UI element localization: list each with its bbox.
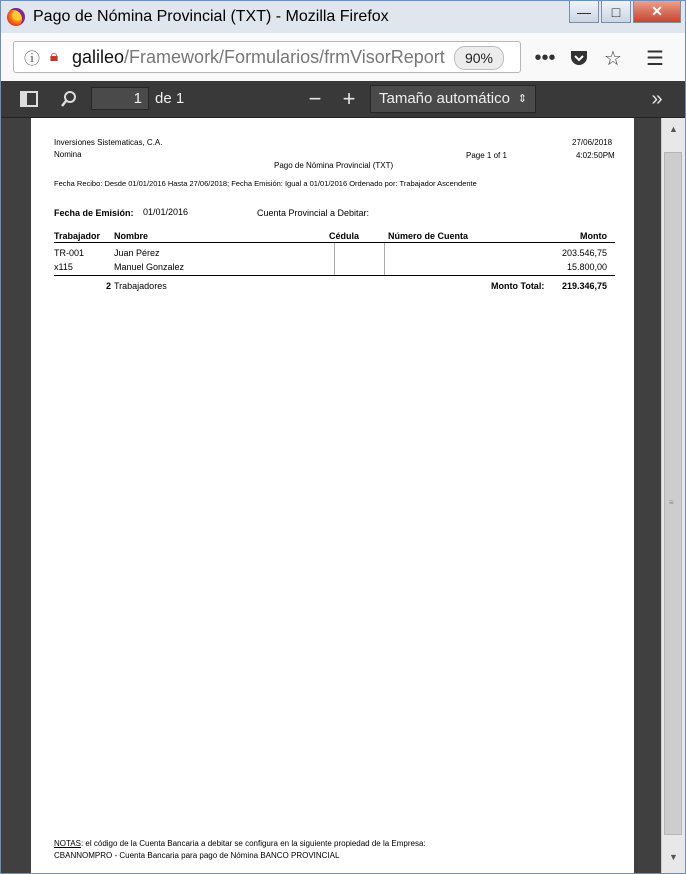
- scroll-down-arrow-icon[interactable]: ▼: [669, 852, 678, 862]
- total-amount-value: 219.346,75: [561, 281, 607, 291]
- zoom-out-icon[interactable]: −: [308, 86, 322, 111]
- report-time: 4:02:50PM: [576, 151, 615, 160]
- window-controls: [567, 1, 681, 23]
- url-host: galileo: [72, 46, 125, 67]
- page-count-label: de 1: [155, 90, 185, 107]
- url-text[interactable]: [72, 47, 445, 68]
- pdf-viewer[interactable]: [1, 118, 661, 873]
- tools-menu-icon[interactable]: »: [651, 87, 663, 110]
- notes-label: NOTAS: [54, 839, 81, 848]
- menu-hamburger-icon[interactable]: ☰: [646, 47, 664, 70]
- report-title: Pago de Nómina Provincial (TXT): [274, 161, 394, 170]
- emission-date-value: 01/01/2016: [143, 207, 189, 217]
- sidebar-toggle-icon[interactable]: [17, 87, 41, 111]
- page-number-input[interactable]: 1: [91, 87, 149, 110]
- scroll-up-arrow-icon[interactable]: ▲: [669, 124, 678, 134]
- pocket-icon[interactable]: [565, 45, 593, 71]
- table-row-worker: x115: [54, 262, 73, 272]
- company-name: Inversiones Sistematicas, C.A.: [54, 138, 163, 147]
- insecure-lock-icon[interactable]: 🔒︎: [49, 48, 59, 65]
- col-header-account: Número de Cuenta: [388, 231, 469, 241]
- zoom-in-icon[interactable]: +: [342, 86, 356, 111]
- window-title: Pago de Nómina Provincial (TXT) - Mozilla Firefox: [33, 8, 389, 25]
- table-row-amount: 15.800,00: [566, 262, 607, 272]
- emission-date-label: Fecha de Emisión:: [54, 208, 134, 218]
- pdf-page: [31, 118, 634, 873]
- col-header-id: Cédula: [329, 231, 360, 241]
- firefox-logo-icon: [7, 8, 25, 26]
- notes-line-2: CBANNOMPRO - Cuenta Bancaria para pago de Nómina BANCO PROVINCIAL: [54, 851, 340, 860]
- vertical-scrollbar[interactable]: [661, 118, 685, 873]
- close-button[interactable]: ✕: [633, 1, 681, 23]
- notes-text: : el código de la Cuenta Bancaria a debitar se configura en la siguiente propiedad de la Empresa:: [80, 839, 426, 848]
- navigation-bar: [1, 33, 685, 82]
- title-bar[interactable]: [1, 1, 685, 33]
- bookmark-star-icon[interactable]: ☆: [604, 47, 622, 70]
- zoom-select[interactable]: [370, 85, 536, 113]
- col-header-name: Nombre: [114, 231, 149, 241]
- notes-line-1: [54, 839, 426, 848]
- col-header-amount: Monto: [580, 231, 607, 241]
- page-indicator: Page 1 of 1: [466, 151, 507, 160]
- search-icon[interactable]: [57, 87, 81, 111]
- zoom-select-value: Tamaño automático: [379, 90, 510, 107]
- debit-account-label: Cuenta Provincial a Debitar:: [257, 208, 370, 218]
- worker-count: 2: [106, 281, 112, 291]
- table-row-worker: TR-001: [54, 248, 85, 258]
- chevron-updown-icon: ⇕: [517, 93, 527, 105]
- module-name: Nomina: [54, 150, 82, 159]
- page-actions-icon[interactable]: •••: [534, 46, 556, 69]
- table-row-name: Manuel Gonzalez: [114, 262, 185, 272]
- maximize-button[interactable]: □: [601, 1, 631, 23]
- scrollbar-thumb[interactable]: [664, 152, 682, 835]
- grip-icon: ≡: [669, 498, 674, 507]
- info-icon[interactable]: ⓘ: [23, 50, 40, 68]
- total-amount-label: Monto Total:: [491, 281, 545, 291]
- url-path: /Framework/Formularios/frmVisorReport: [124, 46, 445, 67]
- report-date: 27/06/2018: [572, 138, 613, 147]
- column-separator: [334, 243, 335, 275]
- worker-count-label: Trabajadores: [114, 281, 167, 291]
- minimize-button[interactable]: —: [569, 1, 599, 23]
- table-row-name: Juan Pérez: [114, 248, 160, 258]
- url-bar[interactable]: [13, 41, 521, 73]
- zoom-level-badge[interactable]: 90%: [454, 46, 504, 70]
- column-separator: [384, 243, 385, 275]
- footer-divider: [54, 275, 615, 276]
- pdf-toolbar: [1, 81, 685, 118]
- col-header-worker: Trabajador: [54, 231, 101, 241]
- table-row-amount: 203.546,75: [561, 248, 607, 258]
- filter-criteria: Fecha Recibo: Desde 01/01/2016 Hasta 27/06/2018; Fecha Emisión: Igual a 01/01/2016 Ordenado por: Trabajador Ascendente: [54, 179, 477, 188]
